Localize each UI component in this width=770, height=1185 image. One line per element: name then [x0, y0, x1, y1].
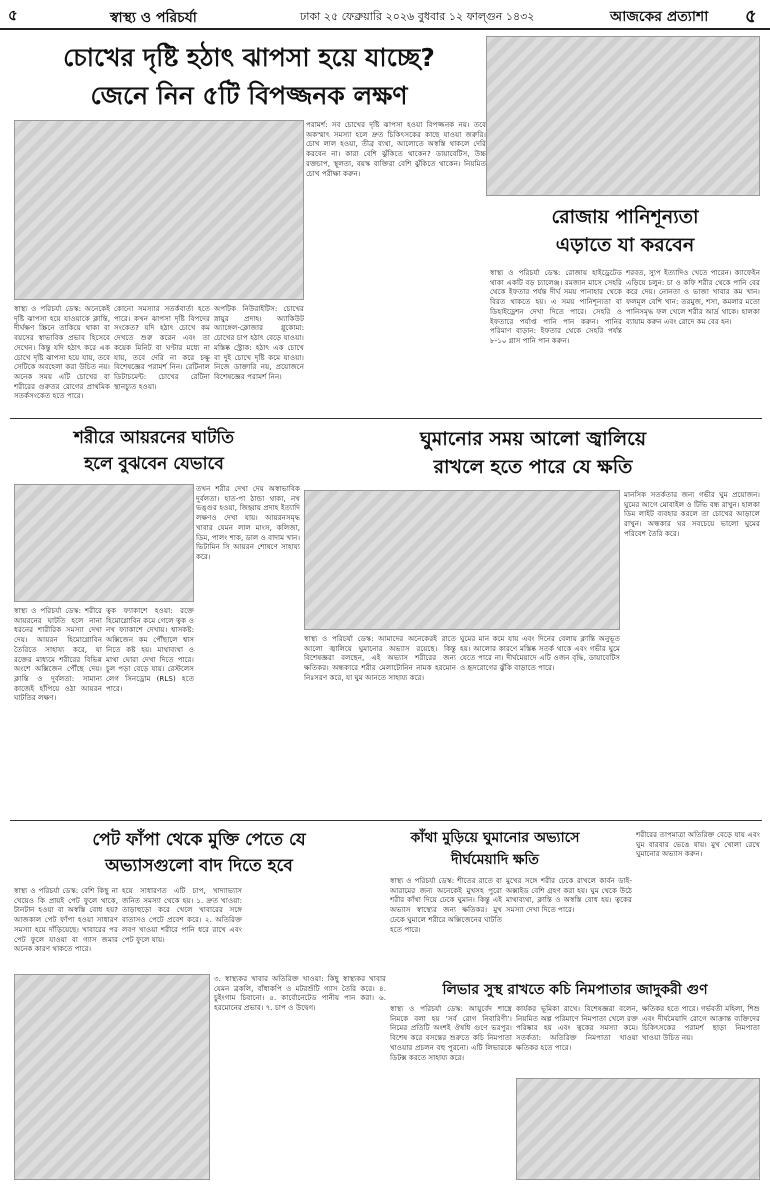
stomach-headline-2: অভ্যাসগুলো বাদ দিতে হবে: [105, 856, 293, 876]
eye-headline-2: জেনে নিন ৫টি বিপজ্জনক লক্ষণ: [90, 81, 408, 110]
neem-col-2: কার্যকর ভূমিকা রাখে। বিশেষজ্ঞরা বলেন, নিয়মিত অল্প পরিমাণে নিমপাতা খেলে রক্ত পরিষ্কার হয় এবং ত্বকের সমস্যা কমে। সতর্কতা: অতিরিক্ত নিমপাতা খাওয়া ক্ষতিকর হতে পারে।: [516, 1004, 638, 1052]
stomach-headline-1: পেট ফাঁপা থেকে মুক্তি পেতে যে: [92, 830, 306, 850]
sleep-headline-1: ঘুমানোর সময় আলো জ্বালিয়ে: [419, 428, 647, 450]
neem-col-3: ক্ষতিকর হতে পারে। গর্ভবতী মহিলা, শিশু এবং দীর্ঘমেয়াদি রোগে আক্রান্ত ব্যক্তিদের চিকিৎসকের পরামর্শ ছাড়া নিমপাতা খাওয়া উচিত নয়।: [642, 1004, 760, 1043]
page-number-left: ৫: [8, 6, 18, 24]
neem-headline: লিভার সুস্থ রাখতে কচি নিমপাতার জাদুকরী গুণ: [442, 982, 708, 998]
page-number-right: ৫: [745, 6, 757, 27]
sleep-photo: [304, 490, 620, 630]
eye-col-1: স্বাস্থ্য ও পরিচর্যা ডেস্ক: অনেকেই দৃষ্টি ঝাপসা হয়ে যাওয়াকে ক্লান্তি, দীর্ঘক্ষণ স্ক্রিনে তাকিয়ে থাকা বা বয়সের স্বাভাবিক প্রভাব হিসেবে দেখেন। কিন্তু যদি হঠাৎ করে এক চোখে দৃষ্টি ঝাপসা হয়ে যায়, তবে সেটিকে অবহেলা করা উচিত নয়। অনেক সময় এটি চোখের বা শরীরের গুরুতর রোগের প্রাথমিক সতর্কসংকেত হতে পারে।: [14, 304, 110, 401]
blanket-headline-2: দীর্ঘমেয়াদি ক্ষতি: [451, 852, 539, 868]
neem-col-1: স্বাস্থ্য ও পরিচর্যা ডেস্ক: আয়ুর্বেদ শাস্ত্রে নিমকে বলা হয় ‘সর্ব রোগ নিবারিণী’। নিমের প্রতিটি অংশই ঔষধি গুণে ভরপুর। বিশেষ করে বসন্তের শুরুতে কচি নিমপাতা খাওয়ার প্রচলন বহু পুরনো। এটি লিভারকে ডিটক্স করতে সাহায্য করে।: [390, 1004, 512, 1062]
roza-headline-1: রোজায় পানিশূন্যতা: [551, 206, 699, 228]
eye-headline-1: চোখের দৃষ্টি হঠাৎ ঝাপসা হয়ে যাচ্ছে?: [63, 43, 435, 72]
roza-photo: [486, 36, 760, 196]
blanket-col-3: শরীরের তাপমাত্রা অতিরিক্ত বেড়ে যায় এবং ঘুম বারবার ভেঙে যায়। মুখ খোলা রেখে ঘুমানোর অভ্যাস করুন।: [636, 830, 760, 859]
date-line: ঢাকা ২৫ ফেব্রুয়ারি ২০২৬ বুধবার ১২ ফাল্গুন ১৪৩২: [300, 10, 535, 23]
stomach-col-3: ৩. স্বাস্থ্যকর খাবার অতিরিক্ত খাওয়া: কিছু স্বাস্থ্যকর খাবার যেমন ব্রকলি, বাঁধাকপি ও মটরশুঁটি গ্যাস তৈরি করে। ৪. চুইংগাম চিবানো। ৫. কার্বোনেটেড পানীয় পান করা। ৬. হরমোনের প্রভাব। ৭. চাপ ও উদ্বেগ।: [214, 974, 386, 1013]
divider: [10, 418, 762, 419]
eye-col-2: কোনো সমস্যার সতর্কবার্তা হতে পারে। কখন ঝাপসা দৃষ্টি বিপদের সংকেত? যদি হঠাৎ চোখে কম দেখতে শুরু করেন এবং তা কয়েক মিনিট বা ঘণ্টার মধ্যে না যায়, তবে দেরি না করে চক্ষু বিশেষজ্ঞের পরামর্শ নিন। রেটিনাল ডিটাচমেন্ট: চোখের রেটিনা স্থানচ্যুত হওয়া।: [114, 304, 210, 391]
section-name: স্বাস্থ্য ও পরিচর্যা: [110, 10, 197, 26]
blanket-headline-1: কাঁথা মুড়িয়ে ঘুমানোর অভ্যাসে: [410, 830, 580, 846]
newspaper-brand: আজকের প্রত্যাশা: [610, 9, 709, 25]
eye-photo: [14, 120, 304, 300]
blanket-col-1: স্বাস্থ্য ও পরিচর্যা ডেস্ক: শীতের রাতে বা আরামের জন্য অনেকেই মুখসহ পুরো শরীর কাঁথা দিয়ে ঢেকে ঘুমান। কিন্তু এই অভ্যাস স্বাস্থ্যের জন্য ক্ষতিকর। মুখ ঢেকে ঘুমালে শরীরে অক্সিজেনের ঘাটতি হতে পারে।: [390, 876, 502, 934]
blanket-col-2: মুখের সঙ্গে শরীর ঢেকে রাখলে কার্বন ডাই-অক্সাইড বেশি গ্রহণ করা হয়। ঘুম থেকে উঠে মাথাব্যথা, ক্লান্তি ও অস্বস্তি বোধ হয়। ত্বকের সমস্যা দেখা দিতে পারে।: [506, 876, 632, 915]
roza-col-1: স্বাস্থ্য ও পরিচর্যা ডেস্ক: রোজায় হাইড্রেটেড থাকা একটি বড় চ্যালেঞ্জ। রমজান মাসে সেহরি থেকে ইফতার পর্যন্ত দীর্ঘ সময় পানাহার থেকে বিরত থাকতে হয়। এ সময় পানিশূন্যতা বা ডিহাইড্রেশন দেখা দিতে পারে। সেহরি ও ইফতারে পর্যাপ্ত পানি পান করুন। পানির পরিমাণ বাড়ান: ইফতার থেকে সেহরি পর্যন্ত ৮-১০ গ্লাস পানি পান করুন।: [490, 268, 622, 346]
iron-headline-1: শরীরে আয়রনের ঘাটতি: [73, 428, 235, 448]
neem-photo: [516, 1078, 760, 1180]
eye-col-3: অপটিক নিউরাইটিস: চোখের স্নায়ুর প্রদাহ। অ্যাকিউট অ্যাঙ্গেল-ক্লোজার গ্লুকোমা: চোখের চাপ হঠাৎ বেড়ে যাওয়া। মস্তিষ্ক স্ট্রোক: হঠাৎ এক চোখে বা দুই চোখে দৃষ্টি কমে যাওয়া। নিজে ডাক্তারি নয়, প্রয়োজনে বিশেষজ্ঞের পরামর্শ নিন।: [214, 304, 304, 382]
iron-col-2: ত্বক ফ্যাকাশে হওয়া: রক্তে হিমোগ্লোবিন কমে গেলে ত্বক ও নখ ফ্যাকাশে দেখায়। শ্বাসকষ্ট: অক্সিজেন কম পৌঁছালে শ্বাস নিতে কষ্ট হয়। মাথাব্যথা ও মাথা ঘোরা দেখা দিতে পারে। চুল পড়া বেড়ে যায়। রেস্টলেস লেগ সিনড্রোম (RLS) হতে পারে।: [106, 606, 194, 693]
sleep-col-1: স্বাস্থ্য ও পরিচর্যা ডেস্ক: আমাদের অনেকেরই রাতে আলো জ্বালিয়ে ঘুমানোর অভ্যাস রয়েছে। কিন্তু বিশেষজ্ঞরা বলছেন, এই অভ্যাস শরীরের জন্য ক্ষতিকর। অন্ধকারে শরীর মেলাটোনিন নামক হরমোন নিঃসরণ করে, যা ঘুম আনতে সাহায্য করে।: [304, 634, 456, 682]
sleep-col-2: ঘুমের মান কমে যায় এবং দিনের বেলায় ক্লান্তি অনুভূত হয়। আলোর কারণে মস্তিষ্ক সতর্ক থাকে এবং গভীর ঘুমে যেতে পারে না। দীর্ঘমেয়াদে এটি ওজন বৃদ্ধি, ডায়াবেটিস ও হৃদরোগের ঝুঁকি বাড়াতে পারে।: [460, 634, 620, 673]
divider: [10, 820, 762, 821]
stomach-col-2: হয়ে সাধারণত এটি চাপ, খাদ্যাভ্যাস জনিত সমস্যা থেকে হয়। ১. দ্রুত খাওয়া: তাড়াহুড়ো করে খেলে খাবারের সঙ্গে বাতাসও পেটে প্রবেশ করে। ২. অতিরিক্ত লবণ খাওয়া শরীরে পানি ধরে রাখে এবং পেট ফুলে যায়।: [122, 886, 242, 944]
sleep-headline-2: রাখলে হতে পারে যে ক্ষতি: [433, 456, 633, 478]
stomach-col-1: স্বাস্থ্য ও পরিচর্যা ডেস্ক: বেশি কিছু না খেয়েও কি প্রায়ই পেট ফুলে থাকে, টানটান হওয়া বা অস্বস্তি বোধ হয়? আজকাল পেট ফাঁপা হওয়া সাধারণ সমস্যা হয়ে দাঁড়িয়েছে। খাবারের পর পেট ফুলে যাওয়া বা গ্যাস জমার অনেক কারণ থাকতে পারে।: [14, 886, 118, 954]
stomach-photo: [14, 974, 210, 1180]
iron-headline-2: হলে বুঝবেন যেভাবে: [84, 454, 224, 474]
iron-col-1: স্বাস্থ্য ও পরিচর্যা ডেস্ক: শরীরে আয়রনের ঘাটতি হলে নানা ধরনের শারীরিক সমস্যা দেখা দেয়। আয়রন হিমোগ্লোবিন তৈরিতে সাহায্য করে, যা রক্তের মাধ্যমে শরীরের বিভিন্ন অংশে অক্সিজেন পৌঁছে দেয়। ক্লান্তি ও দুর্বলতা: সামান্য কাজেই হাঁপিয়ে ওঠা আয়রন ঘাটতির লক্ষণ।: [14, 606, 102, 703]
iron-photo: [14, 484, 194, 602]
iron-col-3: তখন শরীর দেখা দেয় অস্বাভাবিক দুর্বলতা। হাত-পা ঠান্ডা থাকা, নখ ভঙ্গুর হওয়া, জিহ্বায় প্রদাহ ইত্যাদি লক্ষণও দেখা যায়। আয়রনসমৃদ্ধ খাবার যেমন লাল মাংস, কলিজা, ডিম, পালং শাক, ডাল ও বাদাম খান। ভিটামিন সি আয়রন শোষণে সাহায্য করে।: [196, 484, 300, 562]
roza-col-2: শরবত, স্যুপ ইত্যাদিও খেতে পারেন। ক্যাফেইন এড়িয়ে চলুন: চা ও কফি শরীর থেকে পানি বের করে দেয়। নোনতা ও ভাজা খাবার কম খান। ফলমূল বেশি খান: তরমুজ, শসা, কমলার মতো পানিসমৃদ্ধ ফল খেলে শরীর আর্দ্র থাকে। হালকা ব্যায়াম করুন এবং রোদে কম বের হন।: [626, 268, 760, 326]
sleep-col-3: মানসিক সতর্কতার জন্য গভীর ঘুম প্রয়োজন। ঘুমের আগে মোবাইল ও টিভি বন্ধ রাখুন। হালকা ডিম লাইট ব্যবহার করলে তা চোখের আড়ালে রাখুন। অন্ধকার ঘর সবচেয়ে ভালো ঘুমের পরিবেশ তৈরি করে।: [624, 490, 760, 538]
eye-col-4: পরামর্শ: সব চোখের দৃষ্টি ঝাপসা হওয়া বিপজ্জনক নয়। তবে অকস্মাৎ সমস্যা হলে দ্রুত চিকিৎসকের কাছে যাওয়া জরুরি। চোখ লাল হওয়া, তীব্র ব্যথা, আলোতে অস্বস্তি থাকলে দেরি করবেন না। কারা বেশি ঝুঁকিতে থাকেন? ডায়াবেটিস, উচ্চ রক্তচাপ, স্থূলতা, বয়স্ক ব্যক্তিরা বেশি ঝুঁকিতে থাকেন। নিয়মিত চোখ পরীক্ষা করুন।: [306, 120, 486, 178]
roza-headline-2: এড়াতে যা করবেন: [555, 234, 695, 256]
